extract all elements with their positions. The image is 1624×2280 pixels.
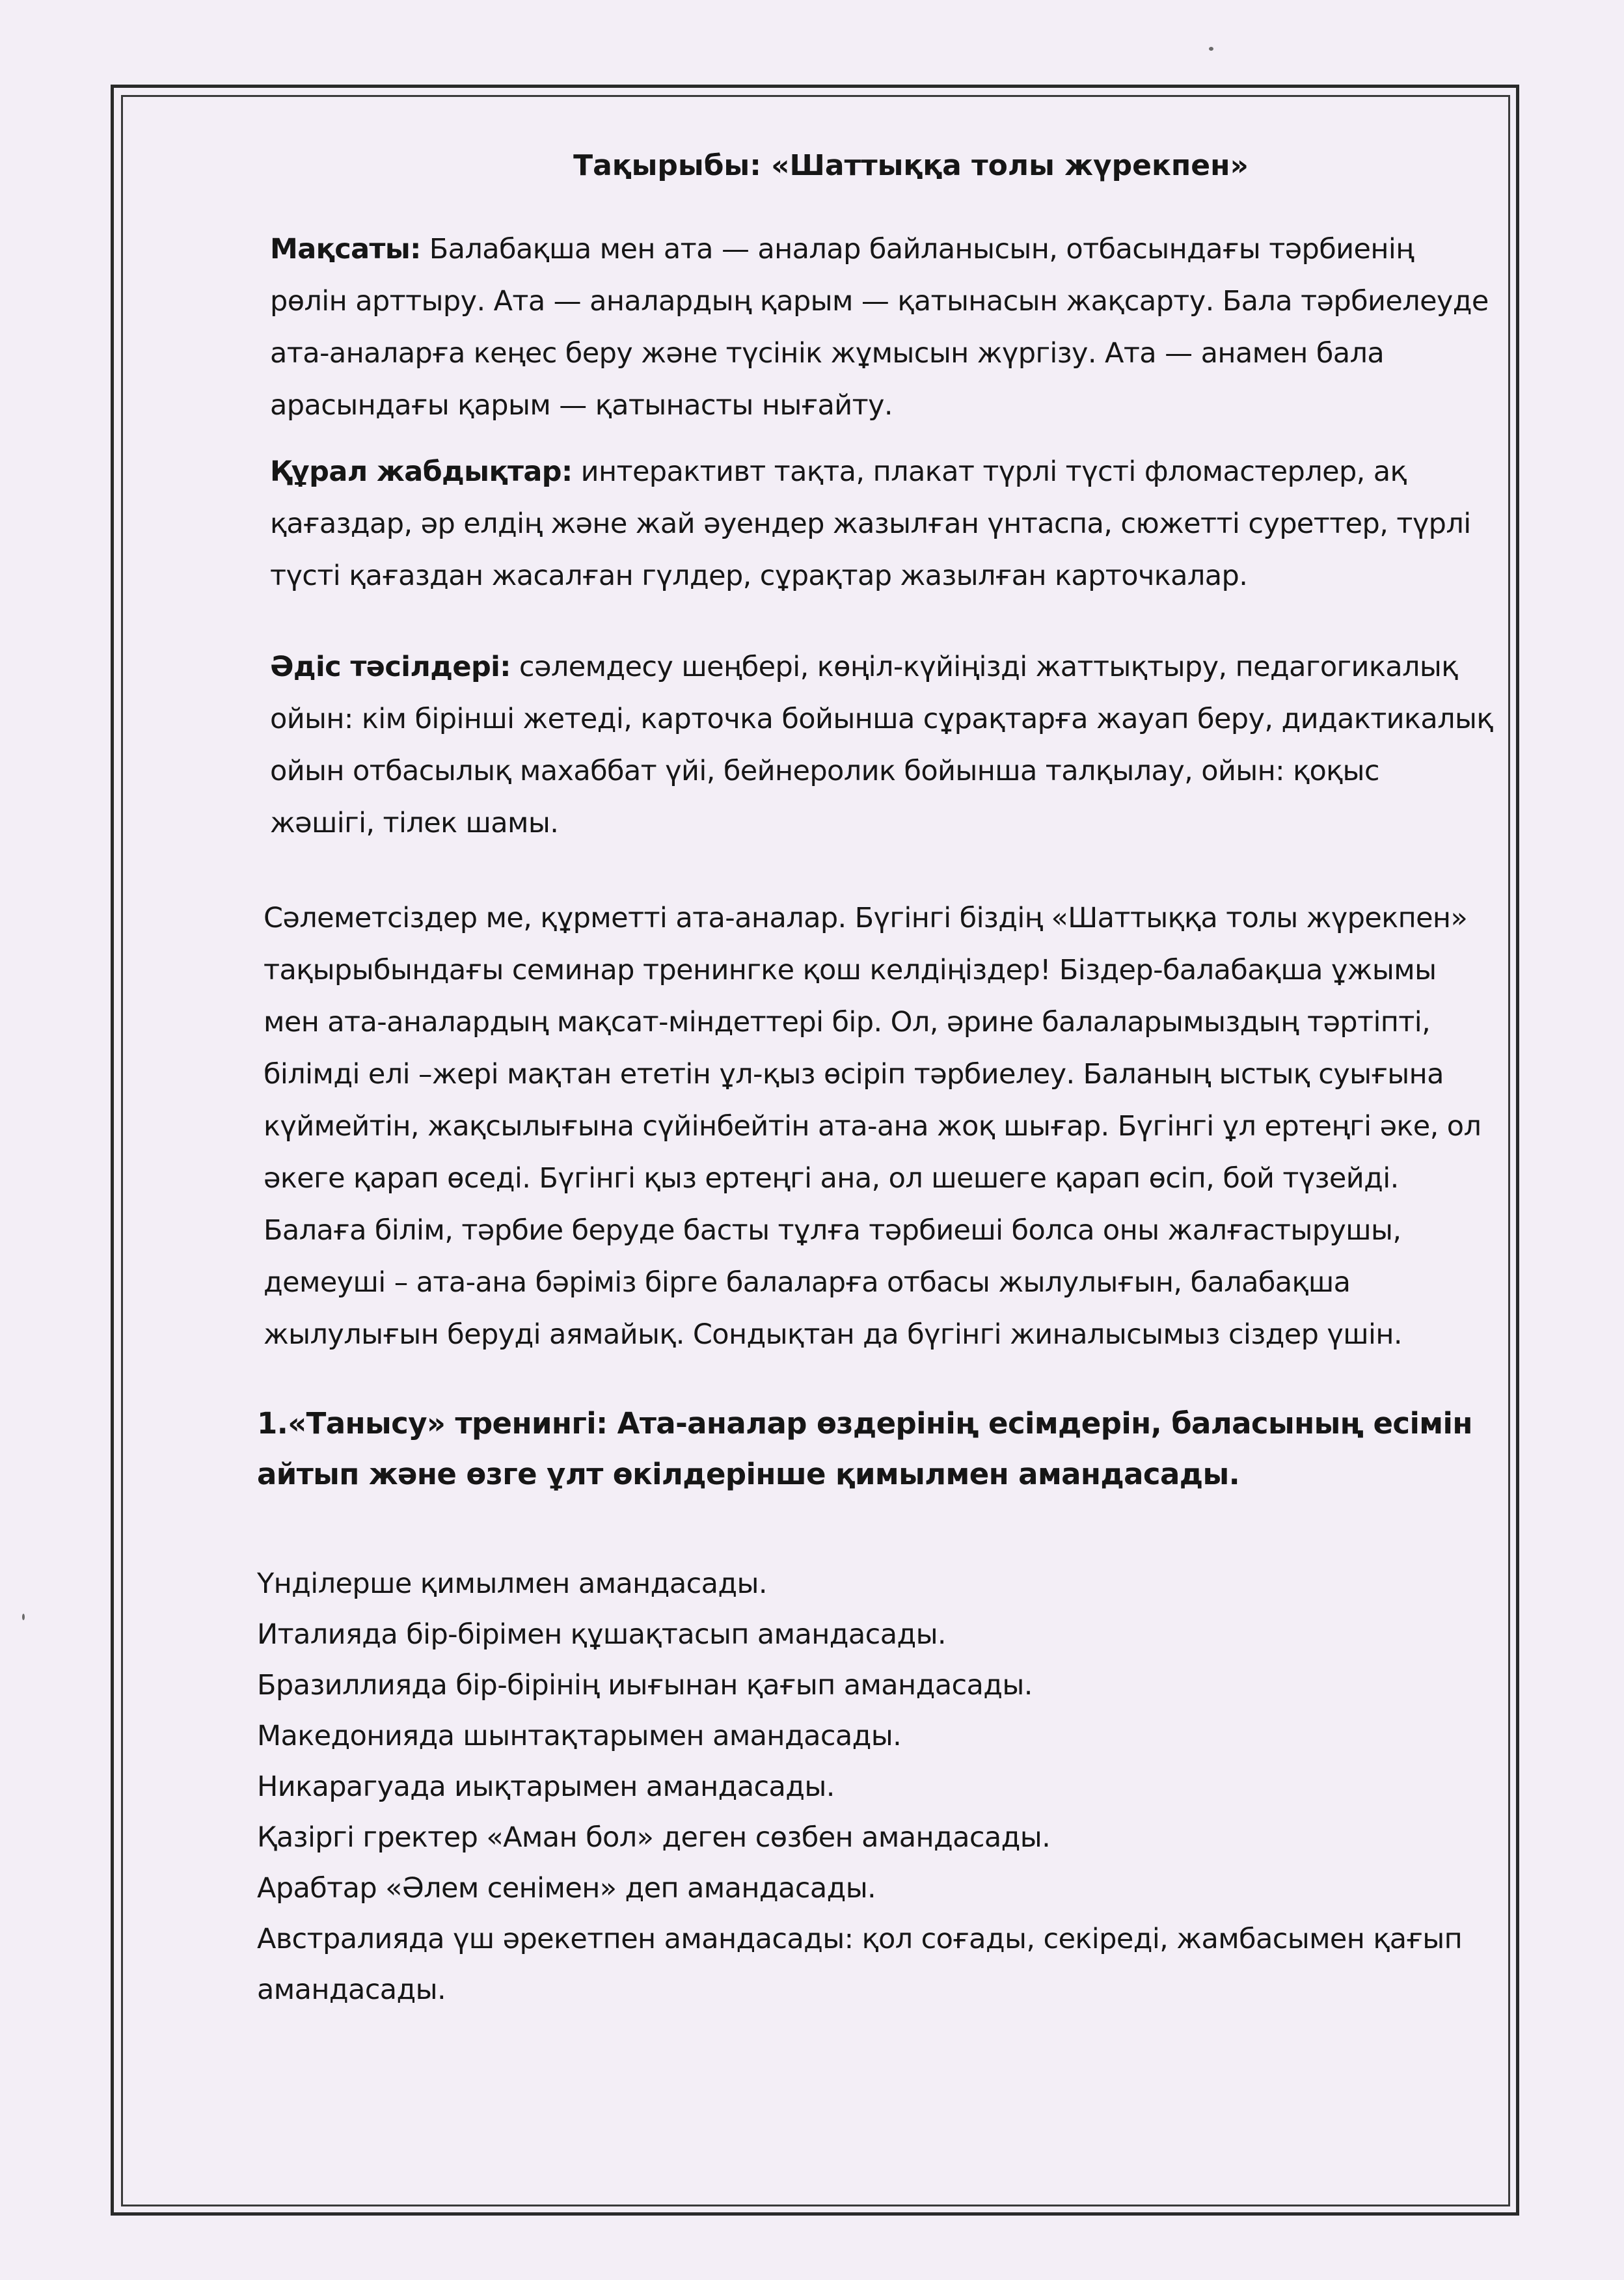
training-heading-line: айтып және өзге ұлт өкілдерінше қимылмен амандасады. <box>257 1457 1240 1491</box>
intro-paragraph <box>257 892 1513 1361</box>
equipment-label: Құрал жабдықтар: <box>270 455 573 488</box>
intro-text-line: әкеге қарап өседі. Бүгінгі қыз ертеңгі ана, ол шешеге қарап өсіп, бой түзейді. <box>264 1162 1399 1195</box>
intro-text-line: күймейтін, жақсылығына сүйінбейтін ата-ана жоқ шығар. Бүгінгі ұл ертеңгі әке, ол <box>264 1110 1482 1143</box>
intro-text-line: тақырыбындағы семинар тренингке қош келдіңіздер! Біздер-балабақша ұжымы <box>264 954 1437 986</box>
intro-text-line: демеуші – ата-ана бәріміз бірге балаларға отбасы жылулығын, балабақша <box>264 1266 1351 1299</box>
list-item: Қазіргі гректер «Аман бол» деген сөзбен амандасады. <box>257 1821 1051 1854</box>
list-item: Арабтар «Әлем сенімен» деп амандасады. <box>257 1872 876 1905</box>
list-item: Австралияда үш әрекетпен амандасады: қол соғады, секіреді, жамбасымен қағып <box>257 1923 1463 1955</box>
goal-text-line: арасындағы қарым — қатынасты нығайту. <box>270 389 893 422</box>
methods-text-line: ойын отбасылық махаббат үйі, бейнеролик бойынша талқылау, ойын: қоқыс <box>270 755 1379 787</box>
list-item: амандасады. <box>257 1974 446 2006</box>
goal-text-line: Балабақша мен ата — аналар байланысын, отбасындағы тәрбиенің <box>420 233 1414 265</box>
list-item: Италияда бір-бірімен құшақтасып амандасады. <box>257 1618 947 1651</box>
methods-text-line: сәлемдесу шеңбері, көңіл-күйіңізді жаттықтыру, педагогикалық <box>510 651 1458 683</box>
goal-text-line: рөлін арттыру. Ата — аналардың қарым — қатынасын жақсарту. Бала тәрбиелеуде <box>270 285 1489 318</box>
goal-label: Мақсаты: <box>270 233 421 265</box>
list-item: Никарагуада иықтарымен амандасады. <box>257 1771 835 1803</box>
intro-text-line: мен ата-аналардың мақсат-міндеттері бір. Ол, әрине балаларымыздың тәртіпті, <box>264 1006 1431 1038</box>
scan-speck <box>1209 47 1213 51</box>
list-item: Бразиллияда бір-бірінің иығынан қағып амандасады. <box>257 1669 1033 1702</box>
list-item: Үнділерше қимылмен амандасады. <box>257 1568 767 1600</box>
equipment-text-line: түсті қағаздан жасалған гүлдер, сұрақтар жазылған карточкалар. <box>270 560 1248 592</box>
training-heading-line: 1.«Танысу» тренингі: Ата-аналар өздерінің есімдерін, баласының есімін <box>257 1406 1472 1441</box>
equipment-paragraph <box>257 446 1513 602</box>
document-title: Тақырыбы: «Шаттыққа толы жүрекпен» <box>573 149 1249 182</box>
methods-label: Әдіс тәсілдері: <box>270 651 511 683</box>
intro-text-line: білімді елі –жері мақтан ететін ұл-қыз өсіріп тәрбиелеу. Баланың ыстық суығына <box>264 1058 1444 1091</box>
document-body <box>257 133 1513 2043</box>
goal-text-line: ата-аналарға кеңес беру және түсінік жұмысын жүргізу. Ата — анамен бала <box>270 337 1385 370</box>
methods-text-line: жәшігі, тілек шамы. <box>270 807 559 839</box>
methods-text-line: ойын: кім бірінші жетеді, карточка бойынша сұрақтарға жауап беру, дидактикалық <box>270 703 1493 735</box>
equipment-text-line: қағаздар, әр елдің және жай әуендер жазылған үнтаспа, сюжетті суреттер, түрлі <box>270 508 1471 540</box>
intro-text-line: Сәлеметсіздер ме, құрметті ата-аналар. Бүгінгі біздің «Шаттыққа толы жүрекпен» <box>264 902 1468 934</box>
goal-paragraph <box>257 223 1513 431</box>
training-heading <box>257 1398 1513 1500</box>
list-item: Македонияда шынтақтарымен амандасады. <box>257 1720 902 1752</box>
scan-speck <box>22 1614 25 1620</box>
intro-text-line: Балаға білім, тәрбие беруде басты тұлға тәрбиеші болса оны жалғастырушы, <box>264 1214 1401 1247</box>
greetings-list <box>257 1558 1513 2015</box>
equipment-text-line: интерактивт тақта, плакат түрлі түсті фломастерлер, ақ <box>572 455 1407 488</box>
methods-paragraph <box>257 641 1513 849</box>
intro-text-line: жылулығын беруді аямайық. Сондықтан да бүгінгі жиналысымыз сіздер үшін. <box>264 1318 1402 1351</box>
